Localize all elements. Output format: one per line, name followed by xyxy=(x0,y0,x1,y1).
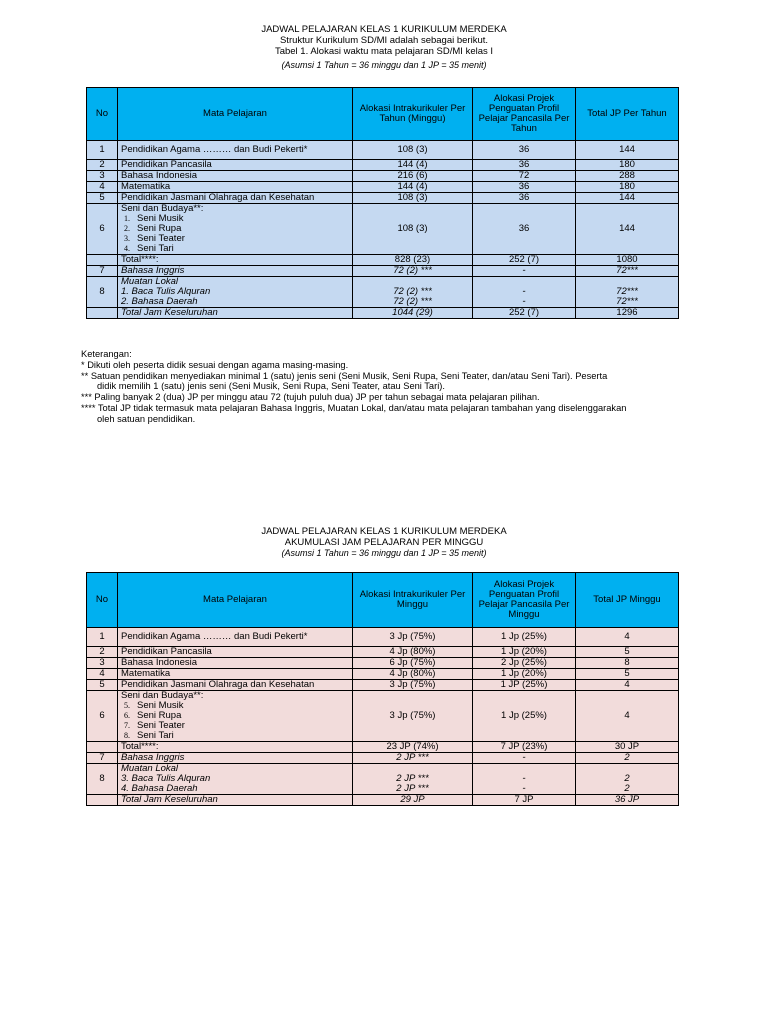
grand-projek: 7 JP xyxy=(473,795,576,806)
row-projek: 1 JP (25%) xyxy=(473,680,576,691)
note-4: **** Total JP tidak termasuk mata pelajaran Bahasa Inggris, Muatan Lokal, dan/atau mata pelajaran tambahan yang diselenggarakan xyxy=(81,402,627,413)
list-item xyxy=(124,243,349,254)
row-subject: Pendidikan Pancasila xyxy=(118,160,353,171)
row-total: 8 xyxy=(576,658,679,669)
grand-total: 36 JP xyxy=(576,795,679,806)
row-intra: 108 (3) xyxy=(353,204,473,255)
local-total-value: 72*** xyxy=(616,296,638,307)
grand-projek: 252 (7) xyxy=(473,308,576,319)
table-row-subtotal xyxy=(87,255,679,266)
empty-cell xyxy=(87,795,118,806)
section2-heading xyxy=(0,526,768,559)
arts-list xyxy=(121,214,349,254)
section1-heading xyxy=(0,24,768,71)
row-no: 2 xyxy=(87,160,118,171)
list-label: Seni Rupa xyxy=(137,710,182,721)
list-label: Seni Tari xyxy=(137,730,174,741)
arts-list xyxy=(121,701,349,741)
local-label: Muatan Lokal xyxy=(121,763,179,774)
row-intra: 144 (4) xyxy=(353,182,473,193)
empty-cell xyxy=(87,255,118,266)
row-no: 5 xyxy=(87,193,118,204)
grand-label: Total Jam Keseluruhan xyxy=(118,795,353,806)
row-total: 72*** xyxy=(576,266,679,277)
note-1: * Dikuti oleh peserta didik sesuai dengan agama masing-masing. xyxy=(81,359,349,370)
local-total-value: 2 xyxy=(624,783,630,794)
arts-label: Seni dan Budaya**: xyxy=(121,203,204,214)
row-no: 3 xyxy=(87,171,118,182)
header-total: Total JP Minggu xyxy=(576,573,679,628)
section2-note: (Asumsi 1 Tahun = 36 minggu dan 1 JP = 35 menit) xyxy=(281,548,487,558)
row-subject: Pendidikan Pancasila xyxy=(118,647,353,658)
grand-total: 1296 xyxy=(576,308,679,319)
weekly-allocation-table xyxy=(86,572,679,806)
table-row-grand-total xyxy=(87,308,679,319)
row-no: 7 xyxy=(87,753,118,764)
row-projek: 36 xyxy=(473,141,576,160)
list-item xyxy=(124,730,349,741)
grand-intra: 1044 (29) xyxy=(353,308,473,319)
list-number: 2. xyxy=(124,224,130,233)
table-row xyxy=(87,160,679,171)
row-no: 4 xyxy=(87,669,118,680)
local-intra-value: 2 JP *** xyxy=(396,783,429,794)
header-no: No xyxy=(87,573,118,628)
row-subject: Matematika xyxy=(118,182,353,193)
local-projek-value: - xyxy=(522,286,526,297)
table-row xyxy=(87,182,679,193)
row-intra: 108 (3) xyxy=(353,141,473,160)
list-label: Seni Teater xyxy=(137,233,185,244)
header-subject: Mata Pelajaran xyxy=(118,573,353,628)
local-projek xyxy=(473,764,576,795)
notes-heading: Keterangan: xyxy=(81,349,132,359)
local-total-value: 72*** xyxy=(616,286,638,297)
row-subject: Bahasa Inggris xyxy=(118,266,353,277)
arts-cell xyxy=(118,204,353,255)
header-intra: Alokasi Intrakurikuler Per Tahun (Minggu) xyxy=(353,88,473,141)
list-number: 6. xyxy=(124,711,130,720)
list-label: Seni Musik xyxy=(137,700,184,711)
list-number: 3. xyxy=(124,234,130,243)
table-row xyxy=(87,647,679,658)
row-intra: 144 (4) xyxy=(353,160,473,171)
row-total: 144 xyxy=(576,193,679,204)
local-item: 3. Baca Tulis Alquran xyxy=(121,773,211,784)
row-total: 4 xyxy=(576,628,679,647)
list-label: Seni Teater xyxy=(137,720,185,731)
row-no: 6 xyxy=(87,691,118,742)
header-total: Total JP Per Tahun xyxy=(576,88,679,141)
local-item: 1. Baca Tulis Alquran xyxy=(121,286,211,297)
table-row xyxy=(87,680,679,691)
subtotal-label: Total****: xyxy=(118,742,353,753)
row-projek: 36 xyxy=(473,160,576,171)
annual-allocation-table xyxy=(86,87,679,319)
row-projek: 1 Jp (25%) xyxy=(473,691,576,742)
row-subject: Matematika xyxy=(118,669,353,680)
local-intra-value: 72 (2) *** xyxy=(393,296,432,307)
row-no: 6 xyxy=(87,204,118,255)
table-row-local xyxy=(87,277,679,308)
local-total-value: 2 xyxy=(624,773,630,784)
row-total: 2 xyxy=(576,753,679,764)
list-label: Seni Tari xyxy=(137,243,174,254)
local-total xyxy=(576,277,679,308)
section1-note: (Asumsi 1 Tahun = 36 minggu dan 1 JP = 35 menit) xyxy=(281,60,487,70)
row-projek: 72 xyxy=(473,171,576,182)
local-projek-value: - xyxy=(522,783,526,794)
row-total: 144 xyxy=(576,141,679,160)
section1-title: JADWAL PELAJARAN KELAS 1 KURIKULUM MERDEKA xyxy=(261,24,507,35)
table-row xyxy=(87,141,679,160)
local-cell xyxy=(118,277,353,308)
list-label: Seni Rupa xyxy=(137,223,182,234)
row-total: 180 xyxy=(576,160,679,171)
subtotal-total: 1080 xyxy=(576,255,679,266)
row-subject: Pendidikan Agama ……… dan Budi Pekerti* xyxy=(118,628,353,647)
row-intra: 6 Jp (75%) xyxy=(353,658,473,669)
row-intra: 3 Jp (75%) xyxy=(353,628,473,647)
grand-label: Total Jam Keseluruhan xyxy=(118,308,353,319)
section1-subtitle: Struktur Kurikulum SD/MI adalah sebagai berikut. xyxy=(279,35,489,46)
row-projek: 1 Jp (25%) xyxy=(473,628,576,647)
row-projek: - xyxy=(473,753,576,764)
table-header-row xyxy=(87,573,679,628)
row-subject: Pendidikan Jasmani Olahraga dan Kesehatan xyxy=(118,193,353,204)
row-subject: Bahasa Inggris xyxy=(118,753,353,764)
row-total: 4 xyxy=(576,691,679,742)
row-intra: 2 JP *** xyxy=(353,753,473,764)
list-number: 4. xyxy=(124,244,130,253)
note-2: ** Satuan pendidikan menyediakan minimal 1 (satu) jenis seni (Seni Musik, Seni Rupa, Seni Teater, dan/atau Seni Tari). Peserta xyxy=(81,370,608,381)
local-label: Muatan Lokal xyxy=(121,276,179,287)
subtotal-total: 30 JP xyxy=(576,742,679,753)
local-item: 4. Bahasa Daerah xyxy=(121,783,198,794)
row-no: 8 xyxy=(87,277,118,308)
list-number: 1. xyxy=(124,214,130,223)
row-subject: Bahasa Indonesia xyxy=(118,658,353,669)
row-no: 7 xyxy=(87,266,118,277)
subtotal-projek: 7 JP (23%) xyxy=(473,742,576,753)
local-intra xyxy=(353,277,473,308)
table-row-grand-total xyxy=(87,795,679,806)
notes-block xyxy=(81,349,751,425)
row-subject: Bahasa Indonesia xyxy=(118,171,353,182)
table-row xyxy=(87,171,679,182)
local-total xyxy=(576,764,679,795)
header-subject: Mata Pelajaran xyxy=(118,88,353,141)
row-total: 5 xyxy=(576,647,679,658)
row-subject: Pendidikan Jasmani Olahraga dan Kesehatan xyxy=(118,680,353,691)
local-intra-value: 72 (2) *** xyxy=(393,286,432,297)
local-item: 2. Bahasa Daerah xyxy=(121,296,198,307)
grand-intra: 29 JP xyxy=(353,795,473,806)
row-subject: Pendidikan Agama ……… dan Budi Pekerti* xyxy=(118,141,353,160)
section2-title: JADWAL PELAJARAN KELAS 1 KURIKULUM MERDEKA xyxy=(261,526,507,537)
row-total: 144 xyxy=(576,204,679,255)
row-no: 5 xyxy=(87,680,118,691)
row-no: 2 xyxy=(87,647,118,658)
row-projek: 36 xyxy=(473,193,576,204)
row-intra: 4 Jp (80%) xyxy=(353,669,473,680)
table-row-subtotal xyxy=(87,742,679,753)
note-3: *** Paling banyak 2 (dua) JP per minggu atau 72 (tujuh puluh dua) JP per tahun sebagai mata pelajaran pilihan. xyxy=(81,392,540,403)
row-intra: 3 Jp (75%) xyxy=(353,680,473,691)
table-row xyxy=(87,193,679,204)
table-row-arts xyxy=(87,204,679,255)
list-number: 8. xyxy=(124,731,130,740)
local-projek-value: - xyxy=(522,773,526,784)
row-projek: 36 xyxy=(473,204,576,255)
note-2-cont: didik memilih 1 (satu) jenis seni (Seni Musik, Seni Rupa, Seni Teater, atau Seni Tari). xyxy=(97,381,445,392)
row-no: 1 xyxy=(87,628,118,647)
local-intra xyxy=(353,764,473,795)
section2-subtitle: AKUMULASI JAM PELAJARAN PER MINGGU xyxy=(284,537,484,548)
row-projek: - xyxy=(473,266,576,277)
list-number: 5. xyxy=(124,701,130,710)
row-no: 3 xyxy=(87,658,118,669)
arts-label: Seni dan Budaya**: xyxy=(121,690,204,701)
empty-cell xyxy=(87,742,118,753)
row-no: 8 xyxy=(87,764,118,795)
row-total: 5 xyxy=(576,669,679,680)
empty-cell xyxy=(87,308,118,319)
table-row xyxy=(87,669,679,680)
row-intra: 4 Jp (80%) xyxy=(353,647,473,658)
row-intra: 108 (3) xyxy=(353,193,473,204)
subtotal-intra: 23 JP (74%) xyxy=(353,742,473,753)
table-header-row xyxy=(87,88,679,141)
local-cell xyxy=(118,764,353,795)
subtotal-label: Total****: xyxy=(118,255,353,266)
row-intra: 72 (2) *** xyxy=(353,266,473,277)
note-4-cont: oleh satuan pendidikan. xyxy=(97,413,196,424)
row-projek: 2 Jp (25%) xyxy=(473,658,576,669)
header-projek: Alokasi Projek Penguatan Profil Pelajar Pancasila Per Minggu xyxy=(473,573,576,628)
row-total: 180 xyxy=(576,182,679,193)
row-intra: 216 (6) xyxy=(353,171,473,182)
row-projek: 1 Jp (20%) xyxy=(473,669,576,680)
header-intra: Alokasi Intrakurikuler Per Minggu xyxy=(353,573,473,628)
row-projek: 1 Jp (20%) xyxy=(473,647,576,658)
list-number: 7. xyxy=(124,721,130,730)
table-row xyxy=(87,658,679,669)
arts-cell xyxy=(118,691,353,742)
row-no: 1 xyxy=(87,141,118,160)
header-projek: Alokasi Projek Penguatan Profil Pelajar Pancasila Per Tahun xyxy=(473,88,576,141)
row-total: 288 xyxy=(576,171,679,182)
subtotal-projek: 252 (7) xyxy=(473,255,576,266)
table-row-english xyxy=(87,753,679,764)
table-row-english xyxy=(87,266,679,277)
row-total: 4 xyxy=(576,680,679,691)
row-intra: 3 Jp (75%) xyxy=(353,691,473,742)
table-row-arts xyxy=(87,691,679,742)
table-row xyxy=(87,628,679,647)
local-intra-value: 2 JP *** xyxy=(396,773,429,784)
local-projek-value: - xyxy=(522,296,526,307)
subtotal-intra: 828 (23) xyxy=(353,255,473,266)
header-no: No xyxy=(87,88,118,141)
list-label: Seni Musik xyxy=(137,213,184,224)
section1-caption: Tabel 1. Alokasi waktu mata pelajaran SD/MI kelas I xyxy=(274,46,494,57)
row-no: 4 xyxy=(87,182,118,193)
local-projek xyxy=(473,277,576,308)
table-row-local xyxy=(87,764,679,795)
row-projek: 36 xyxy=(473,182,576,193)
